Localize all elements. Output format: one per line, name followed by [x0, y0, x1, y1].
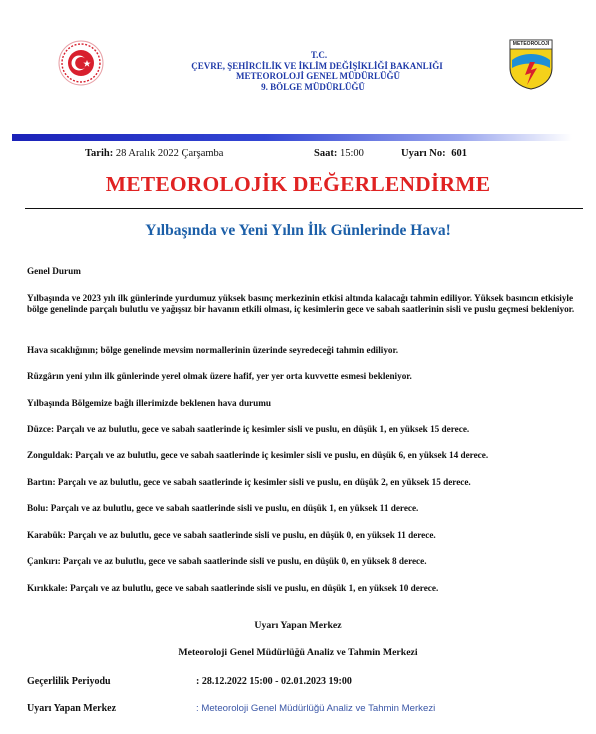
paragraph-regional-intro: Yılbaşında Bölgemize bağlı illerimizde beklenen hava durumu: [27, 398, 271, 408]
center-label: Uyarı Yapan Merkez: [27, 703, 117, 714]
title-divider: [25, 208, 583, 209]
meteoroloji-logo-text: METEOROLOJİ: [512, 41, 550, 47]
header-regional: 9. BÖLGE MÜDÜRLÜĞÜ: [261, 81, 365, 92]
city-forecast-bartin: Bartın: Parçalı ve az bulutlu, gece ve sabah saatlerinde iç kesimler sisli ve puslu, en düşük 2, en yüksek 15 derece.: [27, 477, 471, 487]
city-forecast-cankiri: Çankırı: Parçalı ve az bulutlu, gece ve sabah saatlerinde sisli ve puslu, en düşük 0, en yüksek 8 derece.: [27, 556, 427, 566]
issuer-heading: Uyarı Yapan Merkez: [254, 620, 342, 631]
header-divider-bar: [12, 134, 572, 141]
header-ministry: ÇEVRE, ŞEHİRCİLİK VE İKLİM DEĞİŞİKLİĞİ BAKANLIĞI: [191, 60, 443, 71]
paragraph-temperature: Hava sıcaklığının; bölge genelinde mevsim normallerinin üzerinde seyredeceği tahmin ediliyor.: [27, 345, 399, 355]
city-forecast-karabuk: Karabük: Parçalı ve az bulutlu, gece ve sabah saatlerinde sisli ve puslu, en düşük 0, en yüksek 11 derece.: [27, 530, 436, 540]
date-label: Tarih:: [85, 148, 114, 159]
general-heading: Genel Durum: [27, 266, 81, 276]
city-forecast-bolu: Bolu: Parçalı ve az bulutlu, gece ve sabah saatlerinde sisli ve puslu, en düşük 1, en yüksek 11 derece.: [27, 503, 419, 513]
validity-value: : 28.12.2022 15:00 - 02.01.2023 19:00: [196, 676, 352, 687]
header-tc: T.C.: [310, 50, 328, 60]
city-forecast-kirikkale: Kırıkkale: Parçalı ve az bulutlu, gece ve sabah saatlerinde sisli ve puslu, en düşük 1, en yüksek 10 derece.: [27, 583, 439, 593]
paragraph-wind: Rüzgârın yeni yılın ilk günlerinde yerel olmak üzere hafif, yer yer orta kuvvette esmesi bekleniyor.: [27, 371, 412, 381]
warning-no-field: [401, 148, 467, 159]
date-value: 28 Aralık 2022 Çarşamba: [115, 148, 224, 159]
time-value: 15:00: [339, 148, 364, 159]
center-value: : Meteoroloji Genel Müdürlüğü Analiz ve Tahmin Merkezi: [196, 703, 436, 714]
paragraph-general: Yılbaşında ve 2023 yılı ilk günlerinde yurdumuz yüksek basınç merkezinin etkisi altında kalacağı tahmin ediliyor. Yüksek basıncın etkisiyle bölge genelinde parçalı bulutlu ve yağışsız bir havanın etkili olması, iç kesimlerin gece ve sabah saatlerinin sisli ve puslu geçmesi bekleniyor.: [27, 293, 575, 315]
header-directorate: METEOROLOJİ GENEL MÜDÜRLÜĞÜ: [235, 71, 401, 81]
validity-label: Geçerlilik Periyodu: [27, 676, 111, 687]
header-block: [0, 50, 596, 92]
page-subtitle: Yılbaşında ve Yeni Yılın İlk Günlerinde Hava!: [145, 222, 451, 239]
city-forecast-duzce: Düzce: Parçalı ve az bulutlu, gece ve sabah saatlerinde iç kesimler sisli ve puslu, en düşük 1, en yüksek 15 derece.: [27, 424, 470, 434]
time-field: [314, 148, 364, 159]
warning-no-label: Uyarı No:: [401, 148, 446, 159]
date-field: [85, 148, 223, 159]
warning-no-value: 601: [451, 148, 467, 159]
time-label: Saat:: [314, 148, 338, 159]
page-title: METEOROLOJİK DEĞERLENDİRME: [105, 172, 491, 196]
city-forecast-zonguldak: Zonguldak: Parçalı ve az bulutlu, gece ve sabah saatlerinde iç kesimler sisli ve puslu, en düşük 6, en yüksek 14 derece.: [27, 450, 489, 460]
issuer-name: Meteoroloji Genel Müdürlüğü Analiz ve Tahmin Merkezi: [178, 647, 418, 658]
